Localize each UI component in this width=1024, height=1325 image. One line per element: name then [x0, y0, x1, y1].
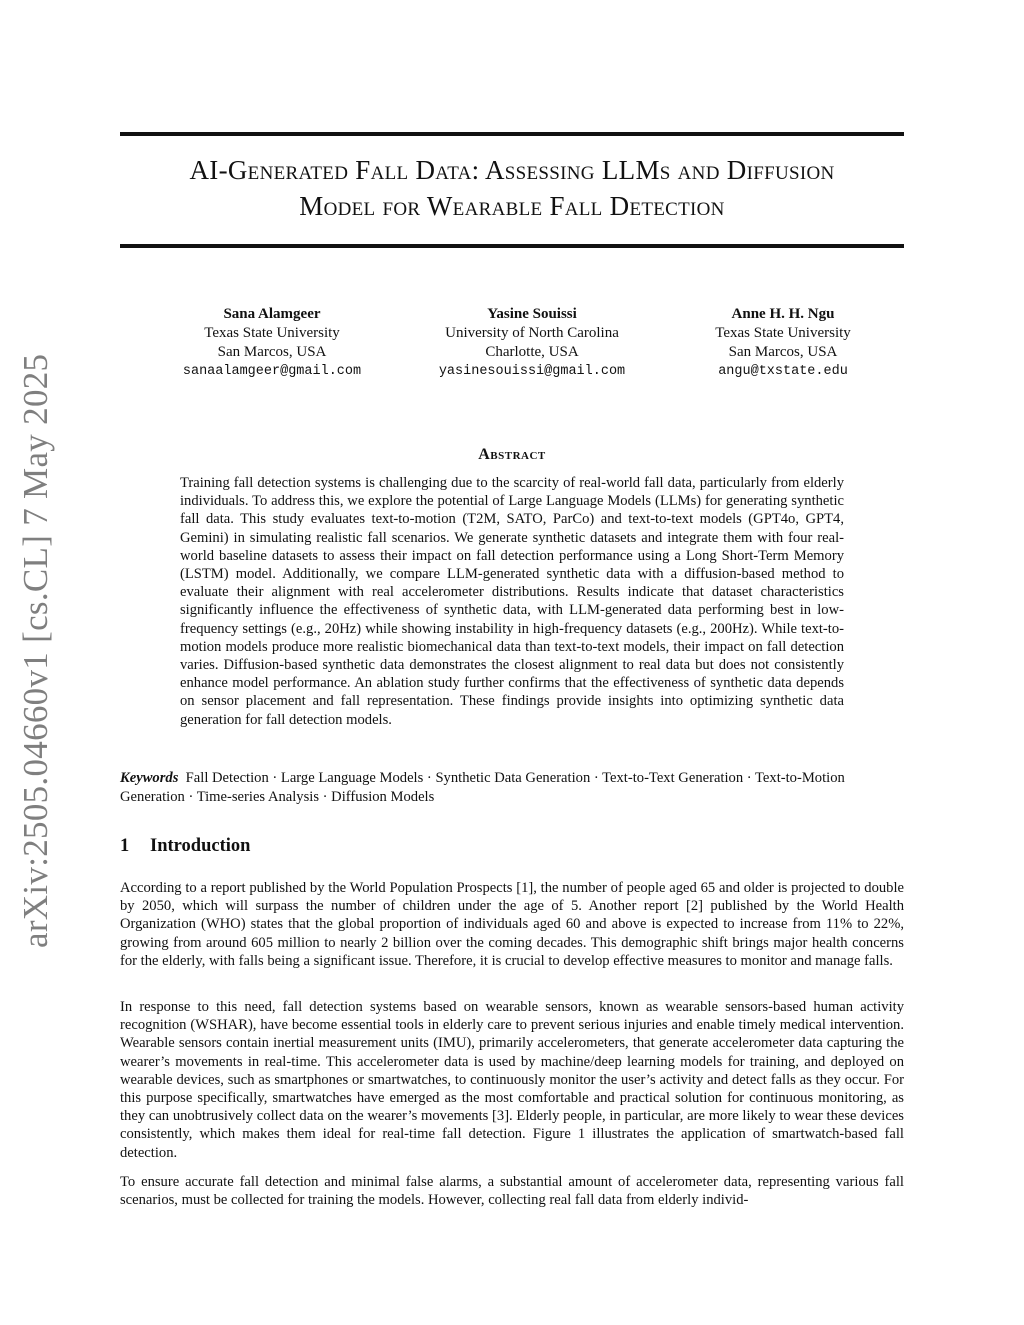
author-location: San Marcos, USA — [728, 344, 838, 360]
keywords-label: Keywords — [120, 770, 179, 786]
paper-title-line-1: AI-Generated Fall Data: Assessing LLMs and Diffusion — [189, 155, 835, 185]
author-name: Yasine Souissi — [487, 306, 577, 322]
author-email: sanaalamgeer@gmail.com — [182, 364, 362, 379]
keywords-list: Fall Detection · Large Language Models · Synthetic Data Generation · Text-to-Text Generation · Text-to-Motion Generation · Time-series Analysis · Diffusion Models — [120, 770, 845, 805]
abstract-heading: Abstract — [478, 446, 546, 463]
author-block — [412, 305, 652, 381]
title-top-rule — [120, 132, 904, 136]
author-affiliation: Texas State University — [204, 325, 340, 341]
abstract-text: Training fall detection systems is challenging due to the scarcity of real-world fall data, particularly from elderly individuals. To address this, we explore the potential of Large Language Models (LLMs) for generating synthetic fall data. This study evaluates text-to-motion (T2M, SATO, ParCo) and text-to-text models (GPT4o, GPT4, Gemini) in simulating realistic fall scenarios. We generate synthetic datasets and integrate them with four real-world baseline datasets to assess their impact on fall detection performance using a Long Short-Term Memory (LSTM) model. Additionally, we compare LLM-generated synthetic data with a diffusion-based method to evaluate their alignment with real accelerometer distributions. Results indicate that dataset characteristics significantly influence the effectiveness of synthetic data, with LLM-generated data performing best in low-frequency settings (e.g., 20Hz) while showing instability in high-frequency datasets (e.g., 200Hz). While text-to-motion models produce more realistic biomechanical data than text-to-text models, their impact on fall detection varies. Diffusion-based synthetic data demonstrates the closest alignment to real data but does not consistently enhance model performance. An ablation study further confirms that the effectiveness of synthetic data depends on sensor placement and fall representation. These findings provide insights into optimizing synthetic data generation for fall detection models. — [180, 475, 844, 728]
author-email: yasinesouissi@gmail.com — [438, 364, 626, 379]
section-title: Introduction — [150, 836, 251, 856]
author-location: Charlotte, USA — [485, 344, 579, 360]
section-heading-introduction — [120, 836, 250, 857]
arxiv-identifier: arXiv:2505.04660v1 [cs.CL] 7 May 2025 — [16, 353, 55, 948]
body-paragraph: To ensure accurate fall detection and minimal false alarms, a substantial amount of accelerometer data, representing various fall scenarios, must be collected for training the models. However, collecting real fall data from elderly individ- — [120, 1174, 904, 1209]
section-number: 1 — [120, 836, 130, 856]
body-paragraph: According to a report published by the World Population Prospects [1], the number of people aged 65 and older is projected to double by 2050, which will surpass the number of children under the age of 5. Another report [2] published by the World Health Organization (WHO) states that the global proportion of individuals aged 60 and above is expected to increase from 11% to 22%, growing from around 605 million to nearly 2 billion over the coming decades. This demographic shift brings major health concerns for the elderly, with falls being a significant issue. Therefore, it is crucial to develop effective measures to monitor and manage falls. — [120, 880, 904, 969]
title-bottom-rule — [120, 244, 904, 248]
keywords — [120, 769, 904, 807]
body-paragraph: In response to this need, fall detection systems based on wearable sensors, known as wearable sensors-based human activity recognition (WSHAR), have become essential tools in elderly care to prevent serious injuries and enable timely medical intervention. Wearable sensors contain inertial measurement units (IMU), primarily accelerometers, that generate accelerometer data capturing the wearer’s movements in real-time. This accelerometer data is used by machine/deep learning models for training, and deployed on wearable devices, such as smartphones or smartwatches, to continuously monitor the user’s activity and detect falls as they occur. For this purpose specifically, smartwatches have emerged as the most comfortable and practical solution for continuous monitoring, as they can unobtrusively collect data on the wearer’s movements [3]. Elderly people, in particular, are more likely to wear these devices consistently, which makes them ideal for real-time fall detection. Figure 1 illustrates the application of smartwatch-based fall detection. — [120, 999, 904, 1161]
paper-title-line-2: Model for Wearable Fall Detection — [299, 191, 725, 221]
author-block — [688, 305, 878, 381]
author-affiliation: Texas State University — [715, 325, 851, 341]
author-block — [172, 305, 372, 381]
author-name: Anne H. H. Ngu — [731, 306, 835, 322]
author-email: angu@txstate.edu — [718, 364, 848, 379]
paper-title — [120, 152, 904, 224]
author-location: San Marcos, USA — [217, 344, 327, 360]
author-affiliation: University of North Carolina — [445, 325, 619, 341]
author-name: Sana Alamgeer — [223, 306, 321, 322]
